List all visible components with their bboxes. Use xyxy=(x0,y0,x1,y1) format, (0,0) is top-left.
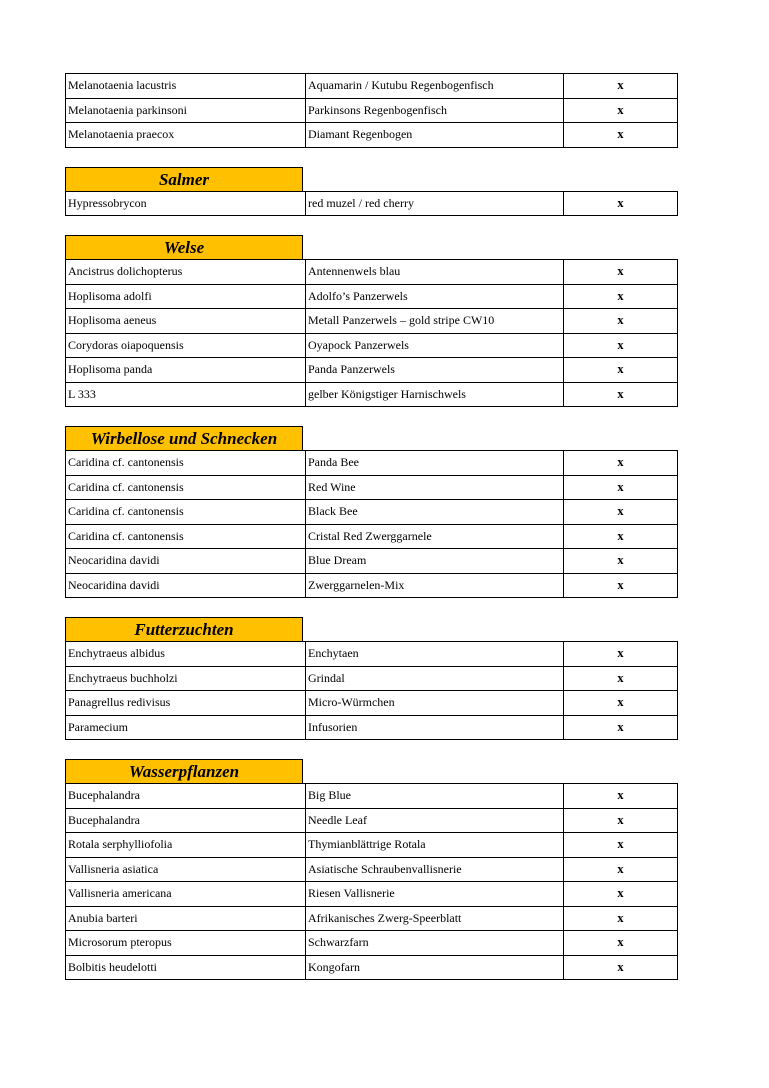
table-row xyxy=(66,451,678,476)
scientific-name-cell: Caridina cf. cantonensis xyxy=(66,451,306,476)
scientific-name-cell: Panagrellus redivisus xyxy=(66,691,306,716)
table-row xyxy=(66,309,678,334)
species-list-page xyxy=(65,73,678,980)
scientific-name-cell: Hypressobrycon xyxy=(66,191,306,216)
section-5 xyxy=(65,759,678,980)
section-2 xyxy=(65,235,678,407)
table-row xyxy=(66,666,678,691)
common-name-cell: Infusorien xyxy=(306,715,564,740)
availability-mark-cell: x xyxy=(564,955,678,980)
availability-mark-cell: x xyxy=(564,833,678,858)
table-row xyxy=(66,284,678,309)
section-4 xyxy=(65,617,678,740)
availability-mark-cell: x xyxy=(564,906,678,931)
table-row xyxy=(66,358,678,383)
common-name-cell: Black Bee xyxy=(306,500,564,525)
common-name-cell: Parkinsons Regenbogenfisch xyxy=(306,98,564,123)
availability-mark-cell: x xyxy=(564,857,678,882)
scientific-name-cell: Hoplisoma aeneus xyxy=(66,309,306,334)
availability-mark-cell: x xyxy=(564,549,678,574)
availability-mark-cell: x xyxy=(564,784,678,809)
availability-mark-cell: x xyxy=(564,191,678,216)
table-row xyxy=(66,857,678,882)
availability-mark-cell: x xyxy=(564,284,678,309)
scientific-name-cell: Caridina cf. cantonensis xyxy=(66,500,306,525)
species-table xyxy=(65,191,678,217)
scientific-name-cell: Melanotaenia praecox xyxy=(66,123,306,148)
common-name-cell: Schwarzfarn xyxy=(306,931,564,956)
scientific-name-cell: Ancistrus dolichopterus xyxy=(66,260,306,285)
table-row xyxy=(66,882,678,907)
table-row xyxy=(66,906,678,931)
table-row xyxy=(66,98,678,123)
availability-mark-cell: x xyxy=(564,123,678,148)
common-name-cell: gelber Königstiger Harnischwels xyxy=(306,382,564,407)
scientific-name-cell: Melanotaenia parkinsoni xyxy=(66,98,306,123)
common-name-cell: Red Wine xyxy=(306,475,564,500)
common-name-cell: Asiatische Schraubenvallisnerie xyxy=(306,857,564,882)
scientific-name-cell: Anubia barteri xyxy=(66,906,306,931)
table-row xyxy=(66,524,678,549)
availability-mark-cell: x xyxy=(564,500,678,525)
scientific-name-cell: Enchytraeus buchholzi xyxy=(66,666,306,691)
table-row xyxy=(66,123,678,148)
scientific-name-cell: L 333 xyxy=(66,382,306,407)
common-name-cell: Metall Panzerwels – gold stripe CW10 xyxy=(306,309,564,334)
scientific-name-cell: Bolbitis heudelotti xyxy=(66,955,306,980)
common-name-cell: Kongofarn xyxy=(306,955,564,980)
availability-mark-cell: x xyxy=(564,808,678,833)
species-table xyxy=(65,641,678,740)
common-name-cell: Riesen Vallisnerie xyxy=(306,882,564,907)
common-name-cell: Big Blue xyxy=(306,784,564,809)
availability-mark-cell: x xyxy=(564,524,678,549)
availability-mark-cell: x xyxy=(564,475,678,500)
table-row xyxy=(66,475,678,500)
table-row xyxy=(66,74,678,99)
common-name-cell: Blue Dream xyxy=(306,549,564,574)
availability-mark-cell: x xyxy=(564,309,678,334)
table-row xyxy=(66,382,678,407)
availability-mark-cell: x xyxy=(564,358,678,383)
section-1 xyxy=(65,167,678,217)
common-name-cell: Enchytaen xyxy=(306,642,564,667)
availability-mark-cell: x xyxy=(564,931,678,956)
species-table xyxy=(65,73,678,148)
common-name-cell: Panda Bee xyxy=(306,451,564,476)
table-row xyxy=(66,833,678,858)
availability-mark-cell: x xyxy=(564,715,678,740)
scientific-name-cell: Microsorum pteropus xyxy=(66,931,306,956)
common-name-cell: Grindal xyxy=(306,666,564,691)
availability-mark-cell: x xyxy=(564,642,678,667)
availability-mark-cell: x xyxy=(564,98,678,123)
table-row xyxy=(66,500,678,525)
section-header: Salmer xyxy=(65,167,303,191)
scientific-name-cell: Hoplisoma adolfi xyxy=(66,284,306,309)
common-name-cell: Zwerggarnelen-Mix xyxy=(306,573,564,598)
availability-mark-cell: x xyxy=(564,666,678,691)
species-table xyxy=(65,450,678,598)
common-name-cell: Cristal Red Zwerggarnele xyxy=(306,524,564,549)
scientific-name-cell: Caridina cf. cantonensis xyxy=(66,524,306,549)
availability-mark-cell: x xyxy=(564,382,678,407)
availability-mark-cell: x xyxy=(564,573,678,598)
availability-mark-cell: x xyxy=(564,451,678,476)
availability-mark-cell: x xyxy=(564,882,678,907)
common-name-cell: Panda Panzerwels xyxy=(306,358,564,383)
section-header: Futterzuchten xyxy=(65,617,303,641)
common-name-cell: Diamant Regenbogen xyxy=(306,123,564,148)
scientific-name-cell: Vallisneria americana xyxy=(66,882,306,907)
availability-mark-cell: x xyxy=(564,333,678,358)
scientific-name-cell: Bucephalandra xyxy=(66,784,306,809)
table-row xyxy=(66,260,678,285)
scientific-name-cell: Enchytraeus albidus xyxy=(66,642,306,667)
common-name-cell: Antennenwels blau xyxy=(306,260,564,285)
table-row xyxy=(66,573,678,598)
table-row xyxy=(66,955,678,980)
table-row xyxy=(66,333,678,358)
scientific-name-cell: Melanotaenia lacustris xyxy=(66,74,306,99)
scientific-name-cell: Paramecium xyxy=(66,715,306,740)
common-name-cell: Aquamarin / Kutubu Regenbogenfisch xyxy=(306,74,564,99)
common-name-cell: Micro-Würmchen xyxy=(306,691,564,716)
table-row xyxy=(66,715,678,740)
section-0 xyxy=(65,73,678,148)
scientific-name-cell: Corydoras oiapoquensis xyxy=(66,333,306,358)
availability-mark-cell: x xyxy=(564,691,678,716)
table-row xyxy=(66,808,678,833)
scientific-name-cell: Vallisneria asiatica xyxy=(66,857,306,882)
table-row xyxy=(66,191,678,216)
species-table xyxy=(65,259,678,407)
common-name-cell: Needle Leaf xyxy=(306,808,564,833)
scientific-name-cell: Neocaridina davidi xyxy=(66,573,306,598)
section-3 xyxy=(65,426,678,598)
section-header: Welse xyxy=(65,235,303,259)
table-row xyxy=(66,642,678,667)
scientific-name-cell: Neocaridina davidi xyxy=(66,549,306,574)
common-name-cell: Thymianblättrige Rotala xyxy=(306,833,564,858)
availability-mark-cell: x xyxy=(564,260,678,285)
scientific-name-cell: Rotala serphylliofolia xyxy=(66,833,306,858)
table-row xyxy=(66,784,678,809)
availability-mark-cell: x xyxy=(564,74,678,99)
common-name-cell: red muzel / red cherry xyxy=(306,191,564,216)
section-header: Wirbellose und Schnecken xyxy=(65,426,303,450)
species-table xyxy=(65,783,678,980)
section-header: Wasserpflanzen xyxy=(65,759,303,783)
common-name-cell: Oyapock Panzerwels xyxy=(306,333,564,358)
common-name-cell: Afrikanisches Zwerg-Speerblatt xyxy=(306,906,564,931)
scientific-name-cell: Caridina cf. cantonensis xyxy=(66,475,306,500)
scientific-name-cell: Hoplisoma panda xyxy=(66,358,306,383)
table-row xyxy=(66,549,678,574)
table-row xyxy=(66,691,678,716)
scientific-name-cell: Bucephalandra xyxy=(66,808,306,833)
table-row xyxy=(66,931,678,956)
common-name-cell: Adolfo’s Panzerwels xyxy=(306,284,564,309)
